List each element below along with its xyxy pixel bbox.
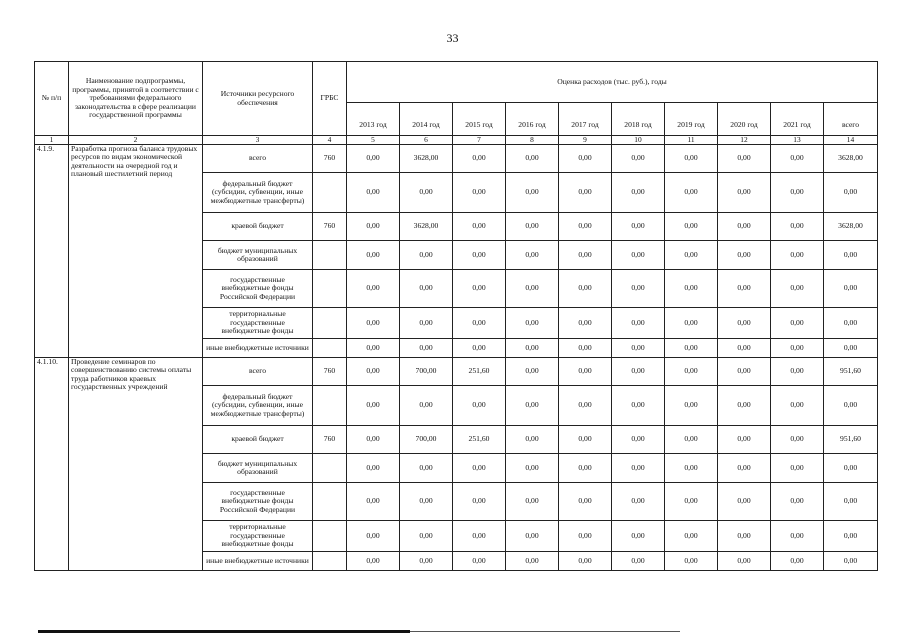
amount-cell: 0,00 (400, 454, 453, 483)
amount-cell: 0,00 (771, 339, 824, 358)
funding-source: федеральный бюджет (субсидии, субвенции, иные межбюджетные трансферты) (203, 173, 313, 213)
amount-cell: 0,00 (453, 552, 506, 571)
header-year: 2019 год (665, 103, 718, 136)
amount-cell: 0,00 (824, 552, 878, 571)
amount-cell: 0,00 (665, 454, 718, 483)
page-number: 33 (446, 31, 459, 45)
amount-cell: 0,00 (400, 308, 453, 339)
amount-cell: 0,00 (771, 213, 824, 241)
amount-cell: 0,00 (559, 358, 612, 386)
amount-cell: 0,00 (824, 386, 878, 426)
column-number: 7 (453, 136, 506, 145)
amount-cell: 0,00 (347, 145, 400, 173)
funding-source: всего (203, 358, 313, 386)
header-estimate: Оценка расходов (тыс. руб.), годы (347, 62, 878, 103)
amount-cell: 0,00 (506, 552, 559, 571)
funding-source: бюджет муниципальных образований (203, 454, 313, 483)
amount-cell: 0,00 (665, 308, 718, 339)
header-year: 2020 год (718, 103, 771, 136)
grbs-code (313, 270, 347, 308)
amount-cell: 0,00 (453, 386, 506, 426)
amount-cell: 0,00 (771, 483, 824, 521)
column-number: 12 (718, 136, 771, 145)
grbs-code (313, 386, 347, 426)
column-number: 6 (400, 136, 453, 145)
amount-cell: 0,00 (506, 241, 559, 270)
amount-cell: 0,00 (559, 426, 612, 454)
amount-cell: 0,00 (612, 426, 665, 454)
amount-cell: 0,00 (559, 454, 612, 483)
column-number: 2 (69, 136, 203, 145)
funding-source: иные внебюджетные источники (203, 552, 313, 571)
amount-cell: 0,00 (665, 270, 718, 308)
header-year: всего (824, 103, 878, 136)
column-number: 14 (824, 136, 878, 145)
amount-cell: 0,00 (665, 483, 718, 521)
amount-cell: 0,00 (612, 270, 665, 308)
amount-cell: 0,00 (771, 241, 824, 270)
amount-cell: 0,00 (718, 145, 771, 173)
amount-cell: 0,00 (824, 483, 878, 521)
funding-source: краевой бюджет (203, 426, 313, 454)
amount-cell: 0,00 (506, 386, 559, 426)
amount-cell: 0,00 (506, 145, 559, 173)
amount-cell: 0,00 (453, 308, 506, 339)
header-num: № п/п (35, 62, 69, 136)
amount-cell: 0,00 (612, 552, 665, 571)
header-name: Наименование подпрограммы, программы, принятой в соответствии с требованиями федерального законодательства в сфере реализации государственной программы (69, 62, 203, 136)
amount-cell: 0,00 (400, 173, 453, 213)
amount-cell: 0,00 (718, 483, 771, 521)
table-row (35, 145, 878, 173)
amount-cell: 951,60 (824, 426, 878, 454)
amount-cell: 0,00 (453, 173, 506, 213)
grbs-code (313, 521, 347, 552)
grbs-code: 760 (313, 213, 347, 241)
amount-cell: 0,00 (400, 521, 453, 552)
amount-cell: 0,00 (771, 521, 824, 552)
amount-cell: 0,00 (347, 552, 400, 571)
footer-rule-thin (410, 631, 680, 632)
grbs-code (313, 483, 347, 521)
grbs-code: 760 (313, 426, 347, 454)
amount-cell: 0,00 (718, 521, 771, 552)
amount-cell: 0,00 (824, 454, 878, 483)
amount-cell: 0,00 (718, 358, 771, 386)
amount-cell: 0,00 (771, 173, 824, 213)
grbs-code (313, 308, 347, 339)
amount-cell: 0,00 (718, 308, 771, 339)
footer-rule (38, 630, 410, 633)
column-number: 13 (771, 136, 824, 145)
budget-table (34, 61, 878, 571)
header-grbs: ГРБС (313, 62, 347, 136)
column-number: 1 (35, 136, 69, 145)
amount-cell: 0,00 (347, 386, 400, 426)
amount-cell: 0,00 (347, 358, 400, 386)
amount-cell: 0,00 (824, 308, 878, 339)
amount-cell: 0,00 (612, 213, 665, 241)
amount-cell: 0,00 (559, 145, 612, 173)
header-year: 2018 год (612, 103, 665, 136)
amount-cell: 0,00 (506, 358, 559, 386)
amount-cell: 0,00 (824, 173, 878, 213)
amount-cell: 0,00 (771, 386, 824, 426)
amount-cell: 0,00 (347, 339, 400, 358)
amount-cell: 0,00 (453, 241, 506, 270)
amount-cell: 0,00 (824, 339, 878, 358)
amount-cell: 0,00 (771, 270, 824, 308)
grbs-code (313, 454, 347, 483)
amount-cell: 700,00 (400, 426, 453, 454)
amount-cell: 0,00 (771, 426, 824, 454)
amount-cell: 0,00 (665, 386, 718, 426)
amount-cell: 0,00 (400, 552, 453, 571)
amount-cell: 0,00 (612, 339, 665, 358)
amount-cell: 3628,00 (400, 145, 453, 173)
amount-cell: 0,00 (347, 426, 400, 454)
table-row (35, 358, 878, 386)
amount-cell: 0,00 (506, 426, 559, 454)
column-number: 8 (506, 136, 559, 145)
amount-cell: 0,00 (400, 386, 453, 426)
amount-cell: 0,00 (506, 339, 559, 358)
amount-cell: 3628,00 (824, 145, 878, 173)
amount-cell: 0,00 (824, 521, 878, 552)
amount-cell: 0,00 (453, 145, 506, 173)
grbs-code (313, 339, 347, 358)
amount-cell: 0,00 (506, 521, 559, 552)
amount-cell: 0,00 (612, 454, 665, 483)
funding-source: территориальные государственные внебюджетные фонды (203, 521, 313, 552)
column-number: 11 (665, 136, 718, 145)
amount-cell: 0,00 (453, 483, 506, 521)
amount-cell: 0,00 (559, 173, 612, 213)
amount-cell: 0,00 (453, 521, 506, 552)
grbs-code: 760 (313, 145, 347, 173)
funding-source: федеральный бюджет (субсидии, субвенции, иные межбюджетные трансферты) (203, 386, 313, 426)
grbs-code (313, 173, 347, 213)
amount-cell: 0,00 (453, 454, 506, 483)
amount-cell: 0,00 (718, 173, 771, 213)
amount-cell: 0,00 (665, 339, 718, 358)
amount-cell: 0,00 (506, 173, 559, 213)
section-number: 4.1.9. (35, 145, 69, 358)
amount-cell: 0,00 (506, 454, 559, 483)
amount-cell: 251,60 (453, 358, 506, 386)
amount-cell: 0,00 (347, 173, 400, 213)
funding-source: всего (203, 145, 313, 173)
amount-cell: 0,00 (718, 552, 771, 571)
amount-cell: 0,00 (347, 483, 400, 521)
column-number: 3 (203, 136, 313, 145)
amount-cell: 0,00 (453, 213, 506, 241)
amount-cell: 0,00 (771, 145, 824, 173)
amount-cell: 0,00 (718, 386, 771, 426)
amount-cell: 0,00 (665, 213, 718, 241)
amount-cell: 0,00 (559, 213, 612, 241)
amount-cell: 0,00 (612, 241, 665, 270)
amount-cell: 3628,00 (824, 213, 878, 241)
amount-cell: 0,00 (400, 483, 453, 521)
amount-cell: 0,00 (400, 270, 453, 308)
amount-cell: 251,60 (453, 426, 506, 454)
header-year: 2015 год (453, 103, 506, 136)
header-year: 2016 год (506, 103, 559, 136)
column-number: 5 (347, 136, 400, 145)
amount-cell: 0,00 (559, 308, 612, 339)
section-title: Разработка прогноза баланса трудовых ресурсов по видам экономической деятельности на очередной год и плановый шестилетний период (69, 145, 203, 358)
amount-cell: 0,00 (718, 213, 771, 241)
grbs-code (313, 552, 347, 571)
grbs-code: 760 (313, 358, 347, 386)
section-title: Проведение семинаров по совершенствованию системы оплаты труда работников краевых государственных учреждений (69, 358, 203, 571)
column-number: 4 (313, 136, 347, 145)
amount-cell: 0,00 (559, 241, 612, 270)
amount-cell: 0,00 (347, 521, 400, 552)
header-year: 2013 год (347, 103, 400, 136)
amount-cell: 0,00 (347, 213, 400, 241)
amount-cell: 0,00 (506, 213, 559, 241)
column-number: 10 (612, 136, 665, 145)
amount-cell: 0,00 (559, 521, 612, 552)
amount-cell: 0,00 (665, 521, 718, 552)
amount-cell: 0,00 (718, 241, 771, 270)
amount-cell: 0,00 (559, 339, 612, 358)
amount-cell: 0,00 (347, 454, 400, 483)
amount-cell: 0,00 (665, 358, 718, 386)
amount-cell: 0,00 (559, 483, 612, 521)
amount-cell: 0,00 (612, 358, 665, 386)
header-year: 2014 год (400, 103, 453, 136)
amount-cell: 0,00 (824, 241, 878, 270)
amount-cell: 0,00 (771, 552, 824, 571)
amount-cell: 0,00 (665, 241, 718, 270)
amount-cell: 0,00 (771, 308, 824, 339)
funding-source: бюджет муниципальных образований (203, 241, 313, 270)
amount-cell: 700,00 (400, 358, 453, 386)
amount-cell: 0,00 (771, 358, 824, 386)
amount-cell: 0,00 (400, 339, 453, 358)
funding-source: государственные внебюджетные фонды Российской Федерации (203, 270, 313, 308)
header-year: 2017 год (559, 103, 612, 136)
amount-cell: 0,00 (347, 241, 400, 270)
grbs-code (313, 241, 347, 270)
amount-cell: 0,00 (400, 241, 453, 270)
funding-source: иные внебюджетные источники (203, 339, 313, 358)
amount-cell: 0,00 (665, 145, 718, 173)
amount-cell: 0,00 (824, 270, 878, 308)
section-number: 4.1.10. (35, 358, 69, 571)
amount-cell: 951,60 (824, 358, 878, 386)
amount-cell: 0,00 (612, 483, 665, 521)
funding-source: государственные внебюджетные фонды Российской Федерации (203, 483, 313, 521)
amount-cell: 0,00 (559, 386, 612, 426)
header-year: 2021 год (771, 103, 824, 136)
amount-cell: 0,00 (718, 339, 771, 358)
amount-cell: 0,00 (718, 426, 771, 454)
amount-cell: 0,00 (771, 454, 824, 483)
amount-cell: 0,00 (453, 270, 506, 308)
amount-cell: 0,00 (506, 483, 559, 521)
column-number: 9 (559, 136, 612, 145)
funding-source: краевой бюджет (203, 213, 313, 241)
header-source: Источники ресурсного обеспечения (203, 62, 313, 136)
amount-cell: 0,00 (559, 270, 612, 308)
amount-cell: 0,00 (506, 308, 559, 339)
amount-cell: 0,00 (559, 552, 612, 571)
amount-cell: 0,00 (453, 339, 506, 358)
amount-cell: 0,00 (665, 426, 718, 454)
amount-cell: 0,00 (347, 308, 400, 339)
amount-cell: 0,00 (612, 145, 665, 173)
amount-cell: 0,00 (612, 308, 665, 339)
amount-cell: 0,00 (718, 454, 771, 483)
amount-cell: 0,00 (612, 521, 665, 552)
amount-cell: 0,00 (506, 270, 559, 308)
amount-cell: 0,00 (665, 552, 718, 571)
amount-cell: 0,00 (612, 386, 665, 426)
funding-source: территориальные государственные внебюджетные фонды (203, 308, 313, 339)
amount-cell: 3628,00 (400, 213, 453, 241)
amount-cell: 0,00 (612, 173, 665, 213)
amount-cell: 0,00 (347, 270, 400, 308)
amount-cell: 0,00 (718, 270, 771, 308)
amount-cell: 0,00 (665, 173, 718, 213)
